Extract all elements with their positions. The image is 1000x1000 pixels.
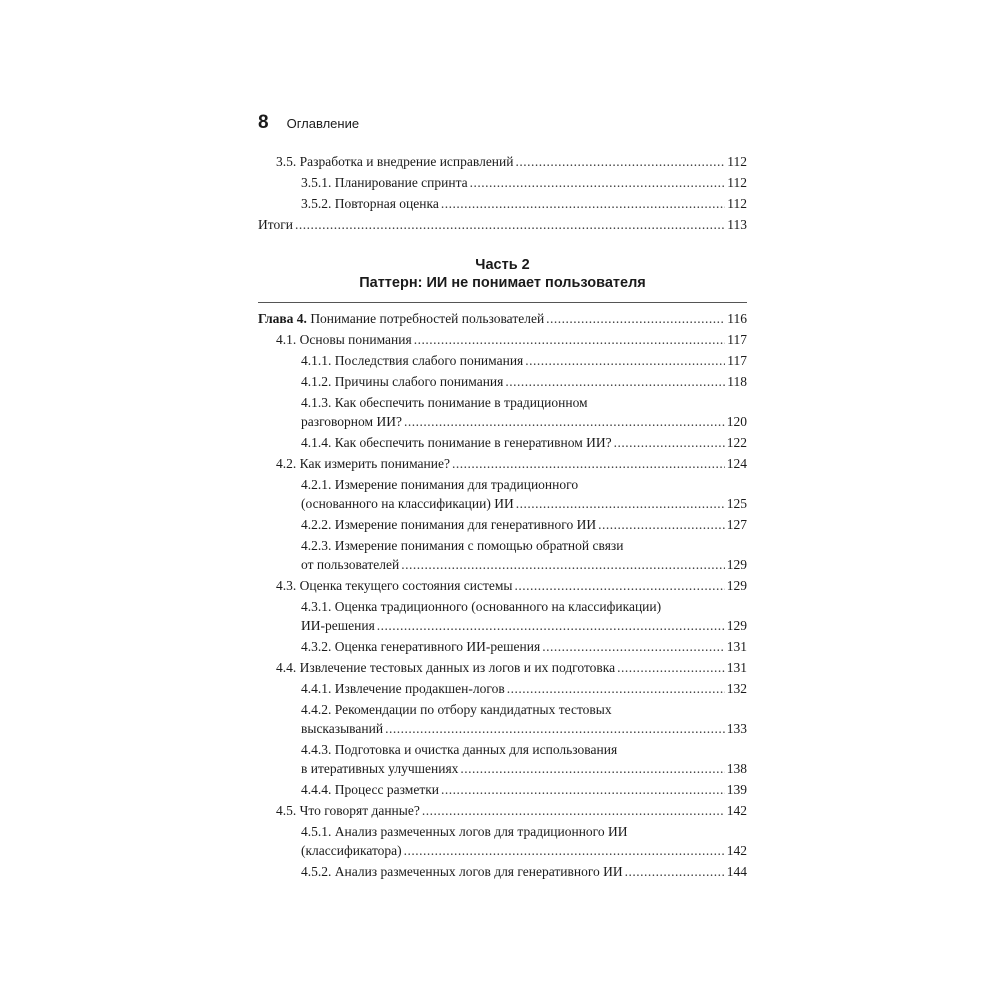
toc-entry-line xyxy=(301,862,747,881)
toc-section-before xyxy=(258,152,747,234)
toc-entry-title: 4.2.2. Измерение понимания для генеративного ИИ xyxy=(301,517,597,532)
toc-entry xyxy=(258,215,747,234)
toc-entry-line xyxy=(301,780,747,799)
dot-leader xyxy=(385,719,725,738)
toc-entry-title: 3.5.1. Планирование спринта xyxy=(301,175,468,190)
toc-entry-page: 124 xyxy=(726,456,747,471)
toc-entry-line xyxy=(301,679,747,698)
dot-leader xyxy=(404,412,725,431)
toc-entry-title: Итоги xyxy=(258,217,293,232)
toc-entry-page: 120 xyxy=(726,414,747,429)
dot-leader xyxy=(614,433,725,452)
toc-entry xyxy=(258,515,747,534)
dot-leader xyxy=(441,780,725,799)
toc-entry-line xyxy=(276,576,747,595)
toc-entry xyxy=(258,658,747,677)
toc-entry xyxy=(258,536,747,574)
dot-leader xyxy=(546,309,725,328)
dot-leader xyxy=(401,555,725,574)
dot-leader xyxy=(422,801,725,820)
toc-entry-title: 4.3.2. Оценка генеративного ИИ-решения xyxy=(301,639,541,654)
part-divider xyxy=(258,302,747,303)
toc-entry xyxy=(258,597,747,635)
toc-entry-page: 132 xyxy=(726,681,747,696)
toc-entry-page: 112 xyxy=(727,175,747,190)
toc-entry-title: (основанного на классификации) ИИ xyxy=(301,496,514,511)
toc-entry xyxy=(258,393,747,431)
toc-entry-page: 127 xyxy=(726,517,747,532)
toc-entry-page: 125 xyxy=(726,496,747,511)
toc-entry-page: 131 xyxy=(726,660,747,675)
dot-leader xyxy=(414,330,726,349)
dot-leader xyxy=(515,576,725,595)
toc-entry xyxy=(258,576,747,595)
toc-entry xyxy=(258,700,747,738)
dot-leader xyxy=(617,658,725,677)
dot-leader xyxy=(542,637,725,656)
toc-entry xyxy=(258,475,747,513)
toc-entry xyxy=(258,351,747,370)
toc-entry-page: 129 xyxy=(726,618,747,633)
toc-entry-page: 117 xyxy=(727,332,747,347)
toc-entry xyxy=(258,637,747,656)
dot-leader xyxy=(377,616,725,635)
toc-entry-line xyxy=(301,759,747,778)
toc-entry-page: 142 xyxy=(726,803,747,818)
running-head-title: Оглавление xyxy=(286,116,360,131)
part-label: Часть 2 xyxy=(475,257,530,273)
toc-entry-line xyxy=(301,515,747,534)
toc-entry-page: 112 xyxy=(727,196,747,211)
toc-entry xyxy=(258,862,747,881)
toc-entry-title: 4.3. Оценка текущего состояния системы xyxy=(276,578,513,593)
toc-entry-line xyxy=(301,494,747,513)
dot-leader xyxy=(441,194,725,213)
page-number: 8 xyxy=(258,112,269,133)
toc-entry xyxy=(258,780,747,799)
toc-entry-title: 4.4. Извлечение тестовых данных из логов и их подготовка xyxy=(276,660,616,675)
dot-leader xyxy=(470,173,726,192)
toc-entry-title-line: 4.1.3. Как обеспечить понимание в традиционном xyxy=(301,395,588,410)
part-heading xyxy=(258,256,747,292)
toc-entry-title: (классификатора) xyxy=(301,843,402,858)
toc-entry-line xyxy=(276,454,747,473)
toc-entry-title: в итеративных улучшениях xyxy=(301,761,459,776)
toc-entry-title: Глава 4. Понимание потребностей пользователей xyxy=(258,311,545,326)
toc-entry-line xyxy=(301,616,747,635)
toc-entry-line xyxy=(258,309,747,328)
toc-entry-title: 4.1.2. Причины слабого понимания xyxy=(301,374,504,389)
toc-section-after xyxy=(258,309,747,881)
toc-entry-title-line: 4.2.1. Измерение понимания для традиционного xyxy=(301,477,579,492)
toc-entry xyxy=(258,822,747,860)
toc-entry-title-line: 4.4.3. Подготовка и очистка данных для использования xyxy=(301,742,618,757)
toc-entry-line xyxy=(276,658,747,677)
toc-entry-line xyxy=(301,412,747,431)
toc-entry-line xyxy=(258,215,747,234)
toc-entry-page: 112 xyxy=(727,154,747,169)
toc-entry xyxy=(258,801,747,820)
toc-entry-page: 138 xyxy=(726,761,747,776)
dot-leader xyxy=(452,454,725,473)
toc-entry-line xyxy=(276,152,747,171)
toc-entry-title: 4.1. Основы понимания xyxy=(276,332,412,347)
toc-entry-title: 4.4.4. Процесс разметки xyxy=(301,782,440,797)
dot-leader xyxy=(460,759,724,778)
toc-entry-line xyxy=(301,555,747,574)
toc-entry-line xyxy=(276,330,747,349)
toc-entry xyxy=(258,309,747,328)
dot-leader xyxy=(295,215,725,234)
toc-entry-page: 144 xyxy=(726,864,747,879)
toc-entry-title: ИИ-решения xyxy=(301,618,375,633)
toc-entry-line xyxy=(301,841,747,860)
toc-entry-title: от пользователей xyxy=(301,557,400,572)
dot-leader xyxy=(625,862,725,881)
toc-entry-line xyxy=(301,637,747,656)
toc-entry-title: 4.4.1. Извлечение продакшен-логов xyxy=(301,681,505,696)
toc-entry-page: 122 xyxy=(726,435,747,450)
toc-entry-title: высказываний xyxy=(301,721,384,736)
toc-entry-page: 139 xyxy=(726,782,747,797)
toc-entry-title: 3.5.2. Повторная оценка xyxy=(301,196,439,211)
toc-entry xyxy=(258,152,747,171)
dot-leader xyxy=(598,515,725,534)
toc-entry xyxy=(258,173,747,192)
toc-entry-line xyxy=(301,194,747,213)
running-head xyxy=(258,112,359,134)
toc-entry-line xyxy=(301,433,747,452)
part-title: Паттерн: ИИ не понимает пользователя xyxy=(359,275,646,291)
toc-entry-title-line: 4.5.1. Анализ размеченных логов для традиционного ИИ xyxy=(301,824,628,839)
toc-entry-title-line: 4.3.1. Оценка традиционного (основанного на классификации) xyxy=(301,599,662,614)
dot-leader xyxy=(404,841,725,860)
dot-leader xyxy=(516,494,725,513)
toc-entry-page: 118 xyxy=(727,374,747,389)
toc-entry-page: 131 xyxy=(726,639,747,654)
toc-entry-title: 4.5. Что говорят данные? xyxy=(276,803,420,818)
toc-entry-title: 4.5.2. Анализ размеченных логов для генеративного ИИ xyxy=(301,864,623,879)
chapter-label: Глава 4. xyxy=(258,311,307,326)
toc-entry-title: 4.1.1. Последствия слабого понимания xyxy=(301,353,524,368)
toc-entry xyxy=(258,372,747,391)
toc-entry-title: 3.5. Разработка и внедрение исправлений xyxy=(276,154,514,169)
toc-entry-page: 129 xyxy=(726,578,747,593)
toc-entry-page: 129 xyxy=(726,557,747,572)
toc-entry xyxy=(258,194,747,213)
toc-entry-title: 4.1.4. Как обеспечить понимание в генеративном ИИ? xyxy=(301,435,612,450)
toc-entry xyxy=(258,433,747,452)
toc-entry-line xyxy=(276,801,747,820)
toc-entry-line xyxy=(301,372,747,391)
toc-entry-title: разговорном ИИ? xyxy=(301,414,402,429)
toc-entry-title-line: 4.4.2. Рекомендации по отбору кандидатных тестовых xyxy=(301,702,612,717)
toc-entry-page: 113 xyxy=(727,217,747,232)
toc-entry xyxy=(258,330,747,349)
toc-entry-title-line: 4.2.3. Измерение понимания с помощью обратной связи xyxy=(301,538,624,553)
table-of-contents xyxy=(258,152,747,883)
toc-entry-page: 116 xyxy=(727,311,747,326)
toc-entry xyxy=(258,679,747,698)
toc-entry-page: 117 xyxy=(727,353,747,368)
toc-entry-line xyxy=(301,173,747,192)
dot-leader xyxy=(507,679,725,698)
toc-entry-line xyxy=(301,719,747,738)
toc-entry-title: 4.2. Как измерить понимание? xyxy=(276,456,450,471)
dot-leader xyxy=(505,372,725,391)
toc-entry-page: 133 xyxy=(726,721,747,736)
toc-entry xyxy=(258,740,747,778)
toc-entry xyxy=(258,454,747,473)
toc-entry-line xyxy=(301,351,747,370)
dot-leader xyxy=(515,152,725,171)
toc-entry-page: 142 xyxy=(726,843,747,858)
dot-leader xyxy=(525,351,725,370)
